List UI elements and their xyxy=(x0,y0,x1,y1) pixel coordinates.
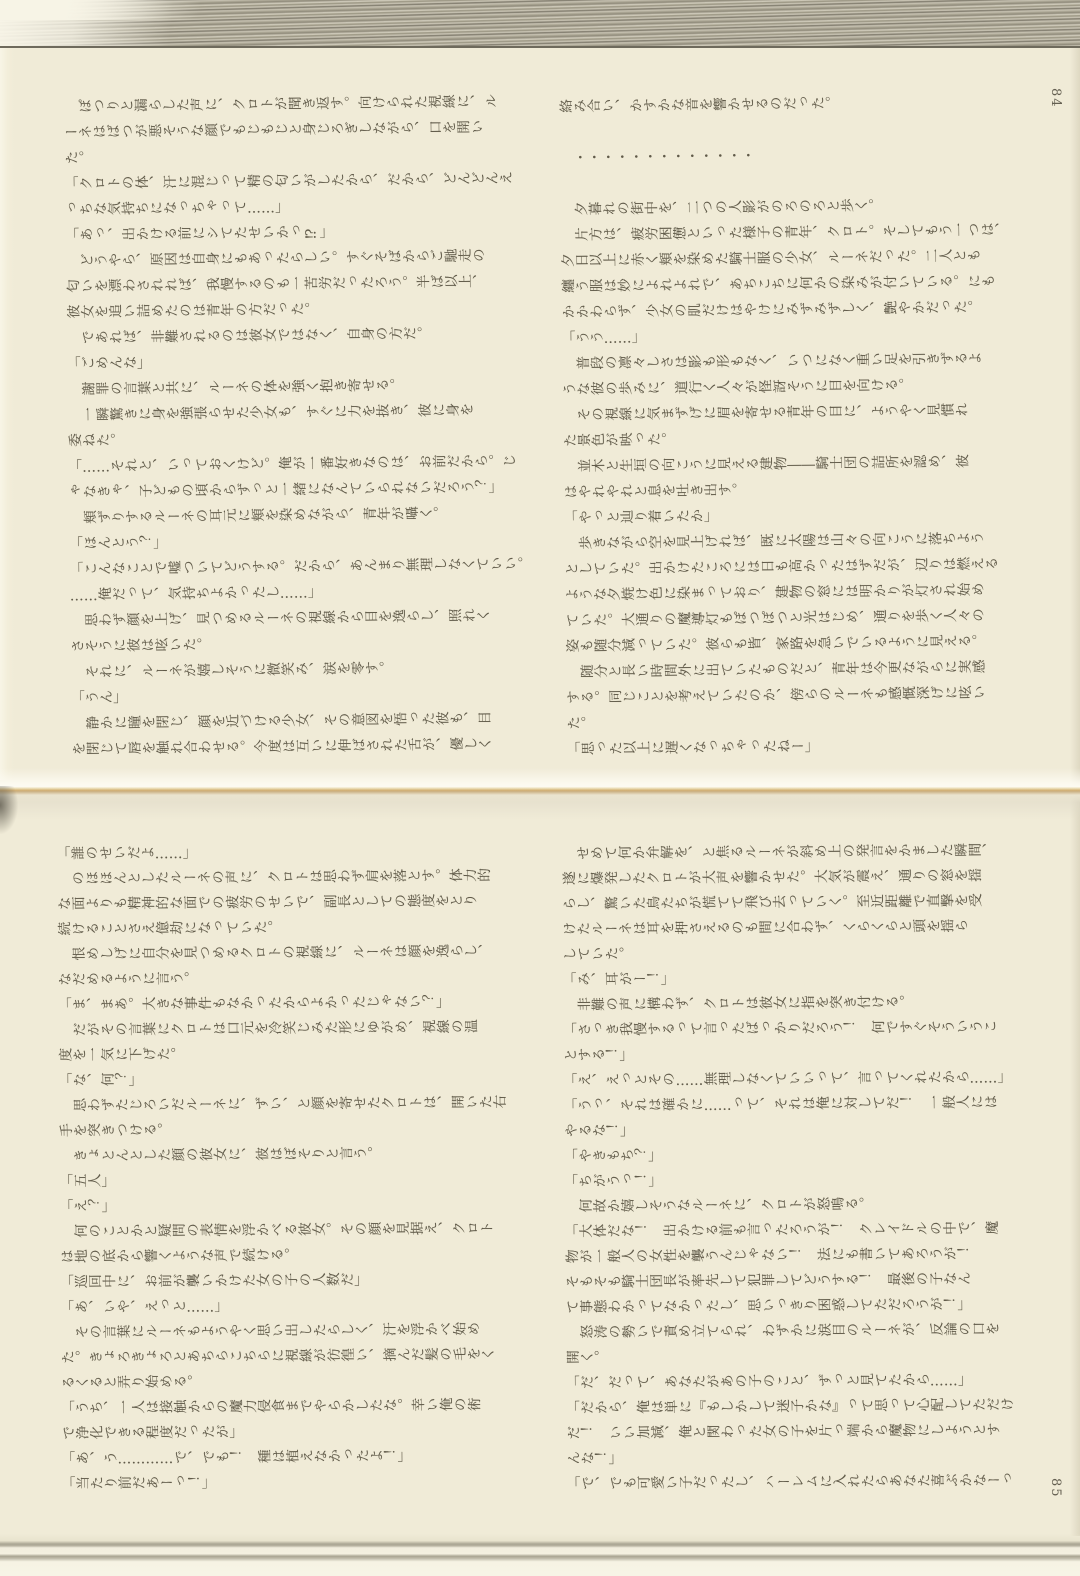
page85-stage1-text: 「誰のせいだよ……」 のほほんとしたルーネの声に、クロトは思わず肩を落とす。体力的 な面よりも精神的な面での疲労のせいで、副長としての態度をとり 続けることさえ億劫になっていた。 恨めしげに自分を見つめるクロトの視線に、ルーネは顔を逸らし、 なだめるように言う。 「ま、まあ。大きな事件もなかったからよかったじゃない？」 だがその言葉にクロトは口元を冷笑じみた形にゆがめ、視線の温 度を一気に下げた。 「な、何？」 思わずたじろいだルーネに、ずい、と顔を寄せたクロトは、開いた右 手を突きつける。 きょとんとした顔の彼女に、彼はぼそりと言う。 「五人」 「え？」 何のことかと疑問の表情を浮かべる彼女。その顔を見据え、クロト は地の底から響くような声で続ける。 「巡回中に、お前が襲いかけた女の子の人数だ」 「あ、いや、えっと……」 その言葉にルーネもようやく思い出したらしく、汗を浮かべ始め た。きょろきょろとあちらこちらに視線が彷徨い、摘んだ髪の毛をく るくると弄り始める。 「うち、一人は接触からの魔力侵食までやらかしたな。幸い俺の術 で浄化できる程度だったが」 「あ、う…………で、でも！ 種は植えなかったよ！」 「当たり前だあーっ！」 xyxy=(56,845,507,1494)
fold-left-smudge xyxy=(0,786,18,834)
bottom-page-edge-lines xyxy=(0,1534,1080,1576)
page84-stage1-text: ぽつりと漏らした声に、クロトが聞き返す。向けられた視線に、ル ーネはばつが悪そうな顔でもじもじと身じろぎしながら、口を開い た。 「クロトの体、汗に混じって精の匂いがしたから、だから、どんどんえ っちな気持ちになっちゃって……」 「あっ、出かける前にシてたせいかっ⁉」 どうやら、原因は自身にもあったらしい。すぐそばからご馳走の 匂いを漂わされれば、我慢するのも一苦労だったろう。半ば以上、 彼女を追い詰めたのは青年の方だった。 であれば、非難されるのは彼女ではなく、自身の方だ。 「ごめんな」 謝罪の言葉と共に、ルーネの体を強く抱き寄せる。 一瞬驚きに身を強張らせた少女も、すぐに力を抜き、彼に身を 委ねた。 「……それと、いっておくけど。俺が一番好きなのは、お前だから。じ ゃなきゃ、子どもの頃からずっと一緒になんていられないだろう？」 頬ずりするルーネの耳元に頬を染めながら、青年が囁く。 「ほんとう？」 「こんなことで嘘ついてどうする。だから、あんまり無理しなくていい。 ……俺だって、気持ちよかったし……」 思わず顔を上げ、見つめるルーネの視線から目を逸らし、照れく さそうに彼は呟いた。 それに、ルーネが嬉しそうに微笑み、涙を零す。 「うん」 静かに瞳を閉じ、顔を近づける少女、その意図を悟った彼も、目 を閉じて唇を触れ合わせる。今度は互いに伸ばされた舌が、優しく xyxy=(63,94,532,759)
page84-stage2-text: 絡み合い、かすかな音を響かせるのだった。 ・・・・・・・・・・・・・ 夕暮れの街中を、二つの人影がのろのろと歩く。 片方は、疲労困憊といった様子の青年、クロト。そしてもう一つは、 夕日以上に赤く頬を染めた騎士服の少女、ルーネだった。二人とも 纏う服は妙によれよれで、あちこちに何かの染みが付いている。にも かかわらず、少女の肌だけはやけにみずみずしく、艶やかだった。 「うう……」 普段の凛々しさは影も形もなく、いつになく重い足を引きずるよ うな彼の歩みに、道行く人々が怪訝そうに目を向ける。 その視線に気まずげに眉を寄せる青年の目に、ようやく見慣れ た景色が映った。 並木と生垣の向こうに見える建物――騎士団の詰所を認め、彼 はやれやれと息を吐き出す。 「やっと辿り着いたか」 歩きながら空を見上げれば、既に太陽は山々の向こうに落ちよう としていた。出かけたころには日も高かったはずだが、辺りは燃える ような夕焼け色に染まっており、建物の窓には明かりが灯され始め ていた。大通りの魔導灯もぽつぽつと光はじめ、通りを歩く人々の 姿も随分減っていた。彼らも皆、家路を急いでいるように見える。 随分と長い時間外に出ていたものだと、青年は今更ながらに実感 する。同じことを考えていたのか、傍らのルーネも感慨深げに呟い た。 「思った以上に遅くなっちゃったねー」 xyxy=(558,96,1009,759)
page-number-85: 85 xyxy=(1048,1478,1063,1499)
scanner-top-page-edge-stripes xyxy=(0,0,1080,48)
page-number-84: 84 xyxy=(1048,88,1063,109)
left-page-edge-highlight xyxy=(0,48,14,780)
page85-stage2-text: せめて何か弁解を、と焦るルーネが斜め上の発言をかました瞬間、 遂に爆発したクロトが大声を響かせた。大気が震え、通りの窓を揺 らし、驚いた鳥たちが慌てて飛び去っていく。至近距離で直撃を受 けたルーネは耳を押さえるのも間に合わず、くらくらと頭を揺ら していた。 「み、耳がー！」 非難の声に構わず、クロトは彼女に指を突き付ける。 「さっき我慢するって言ったばっかりだろう！ 何ですぐそういうこ とする！」 「え、えっとその……無理しなくていいって、言ってくれたから……」 「うっ、それは確かに……って、それは俺に対してだ！ 一般人には やるな！」 「やきもち？」 「ちがうっ！」 何故か嬉しそうなルーネに、クロトが怒鳴る。 「大体だな！ 出かける前も言ったろうが！ クレイドルの中で、魔 物が一般人の女性を襲うんじゃない！ 法にも書いてあろうが！ そもそも騎士団長が率先して犯罪してどうする！ 最後の子なん て事態わかってなかったし、思いっきり困惑してただろうが！」 怒涛の勢いで責め立てられ、わずかに涙目のルーネが、反論の口を 開く。 「だ、だって、あなたがあの子のこと、ずっと見てたから……」 「だから、俺は単に『もしかして迷子かな』って思って心配してただけ だ！ いい加減、俺と関わった女の子を片っ端から魔物にしようとす んな！」 「で、でも可愛い子だったし、ハーレムに入れたらあなた喜ぶかなーっ xyxy=(561,843,1015,1494)
page-fold-shadow xyxy=(0,768,1080,820)
